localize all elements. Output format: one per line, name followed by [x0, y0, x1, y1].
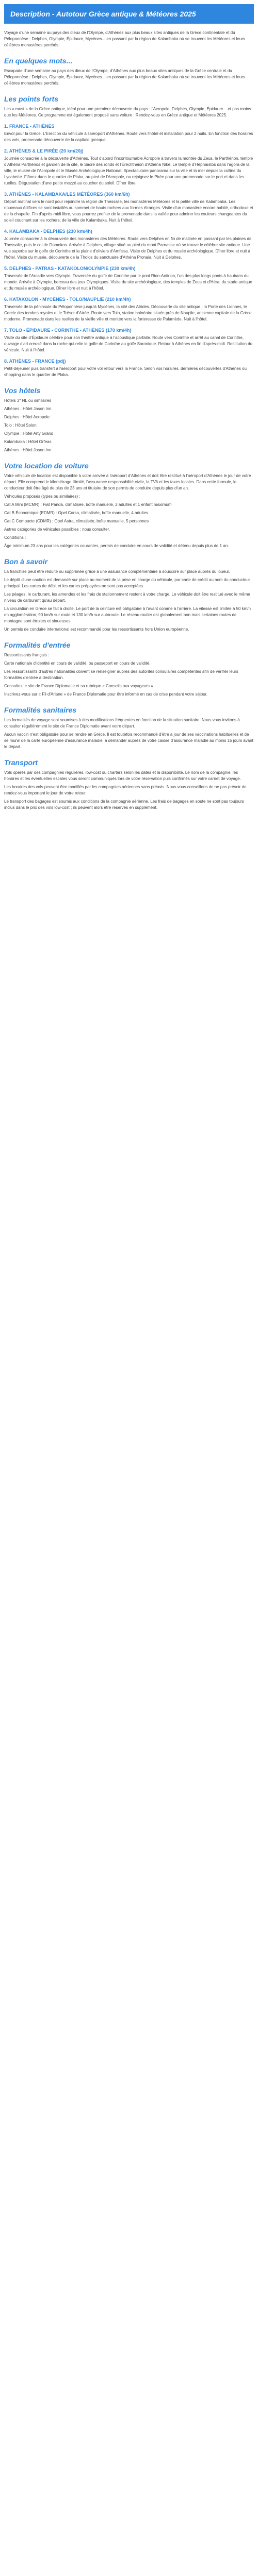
- formalites-paragraph: Les ressortissants d'autres nationalités doivent se renseigner auprès des autorités consulaires compétentes afin de vérifier leurs formalités d'entrée à destination.: [4, 669, 238, 680]
- bon-savoir-paragraph: Le dépôt d'une caution est demandé sur place au moment de la prise en charge du véhicule, par carte de crédit au nom du conducteur principal. Les cartes de débit et les cartes prépayées ne sont pas acceptées.: [4, 578, 250, 588]
- day-text-7: Visite du site d'Épidaure célèbre pour son théâtre antique à l'acoustique parfaite. Route vers Corinthe et arrêt au canal de Corinthe, ouvrage d'art creusé dans la roche qui relie le golfe de Corinthe au golfe Saronique. Retour à Athènes en fin d'après-midi. Restitution du véhicule. Nuit à l'hôtel.: [4, 335, 253, 352]
- day-text-8: Petit-déjeuner puis transfert à l'aéroport pour votre vol retour vers la France. Selon vos horaires, dernières découvertes d'Athènes ou shopping dans le quartier de Plaka.: [4, 366, 247, 377]
- location-paragraph: Âge minimum 23 ans pour les catégories courantes, permis de conduire en cours de validité et détenu depuis plus de 1 an.: [4, 544, 229, 548]
- day-text-6: Traversée de la péninsule du Péloponnèse jusqu'à Mycènes, la cité des Atrides. Découverte du site antique : la Porte des Lionnes, le Cercle des tombes royales et le Trésor d'Atrée. Route vers Tolo, station balnéaire située près de Nauplie, ancienne capitale de la Grèce moderne. Promenade dans les ruelles de la vieille ville et montée vers la forteresse de Palamède. Nuit à l'hôtel.: [4, 304, 252, 321]
- section-heading-location: Votre location de voiture: [4, 462, 89, 470]
- hotel-line: Delphes : Hôtel Acropole: [4, 415, 50, 419]
- location-paragraph: Cat B Économique (EDMR) : Opel Corsa, climatisée, boîte manuelle, 4 adultes: [4, 511, 148, 515]
- location-paragraph: Cat C Compacte (CDMR) : Opel Astra, climatisée, boîte manuelle, 5 personnes: [4, 519, 149, 523]
- location-paragraph: Autres catégories de véhicules possibles : nous consulter.: [4, 527, 110, 532]
- page-title: Description - Autotour Grèce antique & Météores 2025: [10, 10, 196, 18]
- day-title-3: 3. ATHÈNES - KALAMBAKA/LES MÉTÉORES (360 km/6h): [4, 192, 130, 197]
- quelques-mots-text: Escapade d'une semaine au pays des dieux de l'Olympe, d'Athènes aux plus beaux sites antiques de la Grèce centrale et du Péloponnèse : Delphes, Olympie, Épidaure, Mycènes... en passant par la région de Kalambaka où se trouvent les Météores et leurs célèbres monastères perchés.: [4, 69, 245, 86]
- location-paragraph: Votre véhicule de location est disponible à votre arrivée à l'aéroport d'Athènes et doit être restitué à l'aéroport d'Athènes le jour de votre départ. Elle comprend le kilométrage illimité, l'assurance responsabilité civile, la TVA et les taxes locales. Dans cette formule, le conducteur doit être âgé de plus de 23 ans et titulaire de son permis de conduire depuis plus d'un an.: [4, 473, 251, 490]
- bon-savoir-paragraph: Les péages, le carburant, les amendes et les frais de stationnement restent à votre charge. Le véhicule doit être restitué avec le même niveau de carburant qu'au départ.: [4, 592, 250, 603]
- formalites-paragraph: Consultez le site de France Diplomatie et sa rubrique « Conseils aux voyageurs ».: [4, 684, 154, 688]
- sante-paragraph: Les formalités de voyage sont soumises à des modifications fréquentes en fonction de la situation sanitaire. Nous vous invitons à consulter régulièrement le site de France Diplomatie avant votre départ.: [4, 718, 240, 728]
- hotel-line: Athènes : Hôtel Jason Inn: [4, 406, 52, 411]
- formalites-paragraph: Inscrivez-vous sur « Fil d'Ariane » de France Diplomatie pour être informé en cas de crise pendant votre séjour.: [4, 692, 208, 697]
- day-text-5: Traversée de l'Arcadie vers Olympie. Traversée du golfe de Corinthe par le pont Rion-Antirion, l'un des plus longs ponts à haubans du monde. Arrivée à Olympie, berceau des jeux Olympiques. Visite du site archéologique, des temples de Zeus et d'Héra, du stade antique et du musée archéologique. Dîner libre et nuit à l'hôtel.: [4, 274, 252, 291]
- day-text-1: Envol pour la Grèce. L'Erection du véhicule à l'aéroport d'Athènes. Route vers l'hôtel et installation pour 2 nuits. En fonction des horaires des vols, promenade découverte de la capitale grecque.: [4, 131, 253, 142]
- day-title-1: 1. FRANCE - ATHÈNES: [4, 124, 55, 129]
- day-text-4: Journée consacrée à la découverte des monastères des Météores. Route vers Delphes en fin de matinée en passant par les plaines de Thessalie, puis le col de Domokos. Arrivée à Delphes, village situé au pied du mont Parnasse où se trouve le célèbre site antique. Une vue superbe sur le golfe de Corinthe et la plaine d'oliviers d'Amfissa. Visite de Delphes et du musée archéologique. Dîner libre et nuit à l'hôtel. Visite du musée, découverte de la Tholos du sanctuaire d'Athéna Pronaia. Nuit à Delphes.: [4, 236, 252, 260]
- section-heading-quelques-mots: En quelques mots...: [4, 57, 73, 65]
- header-banner: [4, 4, 254, 24]
- bon-savoir-paragraph: Un permis de conduire international est recommandé pour les ressortissants hors Union européenne.: [4, 627, 189, 632]
- hotel-line: Hôtels 3* NL ou similaires: [4, 398, 52, 403]
- hotel-line: Kalambaka : Hôtel Orfeas: [4, 439, 52, 444]
- section-heading-hotels: Vos hôtels: [4, 386, 41, 395]
- location-paragraph: Véhicules proposés (types ou similaires) :: [4, 494, 80, 499]
- day-title-4: 4. KALAMBAKA - DELPHES (230 km/4h): [4, 229, 92, 234]
- sante-paragraph: Aucun vaccin n'est obligatoire pour se rendre en Grèce. Il est toutefois recommandé d'être à jour de ses vaccinations habituelles et de se munir de la carte européenne d'assurance maladie, à demander auprès de votre caisse d'assurance maladie au moins 15 jours avant le départ.: [4, 732, 253, 749]
- day-title-5: 5. DELPHES - PATRAS - KATAKOLON/OLYMPIE (230 km/4h): [4, 266, 136, 271]
- section-heading-bon-savoir: Bon à savoir: [4, 557, 48, 566]
- transport-paragraph: Les horaires des vols peuvent être modifiés par les compagnies aériennes sans préavis. Nous vous conseillons de ne pas prévoir de rendez-vous important le jour de votre retour.: [4, 785, 247, 795]
- hotel-line: Athènes : Hôtel Jason Inn: [4, 448, 52, 452]
- bon-savoir-paragraph: La franchise peut être réduite ou supprimée grâce à une assurance complémentaire à souscrire sur place auprès du loueur.: [4, 569, 230, 574]
- transport-paragraph: Vols opérés par des compagnies régulières, low-cost ou charters selon les dates et la disponibilité. Le nom de la compagnie, les horaires et les éventuelles escales vous seront communiqués lors de votre réservation puis confirmés sur votre carnet de voyage.: [4, 770, 241, 781]
- day-title-7: 7. TOLO - ÉPIDAURE - CORINTHE - ATHÈNES (170 km/4h): [4, 328, 132, 333]
- section-heading-sante: Formalités sanitaires: [4, 706, 77, 714]
- hotel-line: Olympie : Hôtel Arty Grand: [4, 431, 54, 436]
- location-paragraph: Conditions :: [4, 535, 26, 540]
- day-title-8: 8. ATHÈNES - FRANCE (pdj): [4, 359, 66, 364]
- formalites-paragraph: Ressortissants français :: [4, 653, 50, 657]
- intro-text: Voyage d'une semaine au pays des dieux de l'Olympe, d'Athènes aux plus beaux sites antiques de la Grèce continentale et du Péloponnèse : Delphes, Olympie, Épidaure, Mycènes... en passant par la région de Kalambaka où se trouvent les Météores et leurs célèbres monastères perchés.: [4, 30, 245, 47]
- section-heading-formalites: Formalités d'entrée: [4, 641, 71, 649]
- points-forts-text: Les « must » de la Grèce antique, idéal pour une première découverte du pays : l'Acropole, Delphes, Olympie, Épidaure... et pas moins que les Météores. Ce programme est également proposé sans voiture : Rendez-vous en Grèce antique et Météores 2025.: [4, 107, 251, 117]
- bon-savoir-paragraph: La circulation en Grèce se fait à droite. Le port de la ceinture est obligatoire à l'avant comme à l'arrière. La vitesse est limitée à 50 km/h en agglomération, 90 km/h sur route et 130 km/h sur autoroute. Le réseau routier est globalement bon mais certaines routes de montagne sont étroites et sinueuses.: [4, 606, 251, 623]
- day-title-6: 6. KATAKOLON - MYCÈNES - TOLO/NAUPLIE (210 km/4h): [4, 297, 131, 302]
- location-paragraph: Cat A Mini (MCMR) : Fiat Panda, climatisée, boîte manuelle, 2 adultes et 1 enfant maximum: [4, 502, 172, 507]
- transport-paragraph: Le transport des bagages est soumis aux conditions de la compagnie aérienne. Les frais de bagages en soute ne sont pas toujours inclus dans le prix des vols low-cost ; ils peuvent alors être réservés en supplément.: [4, 799, 244, 810]
- day-text-3: Départ matinal vers le nord pour rejoindre la région de Thessalie, les monastères Météores et la petite ville de Kalambaka. Les nouveaux édifices se sont installés au sommet de hauts rochers aux formes étranges. Visite d'un monastère encore habité, orthodoxe et de la chapelle. Fin d'après-midi libre, vous pourrez profiter de la promenade dans la vallée pour admirer les couleurs changeantes du soleil couchant sur les rochers, de la ville de Kalambaka. Nuit à l'hôtel.: [4, 199, 253, 223]
- section-heading-points-forts: Les points forts: [4, 95, 59, 103]
- formalites-paragraph: Carte nationale d'identité en cours de validité, ou passeport en cours de validité.: [4, 661, 151, 666]
- day-text-2: Journée consacrée à la découverte d'Athènes. Tout d'abord l'incontournable Acropole à travers la montée du Zeus, le Parthénon, temple d'Athéna Parthénos et gardien de la cité, le Sacre des ronds et l'Érechthéion d'Athéna Niké. Le temple d'Héphaïstos dans l'agora de la ville, le musée de l'Acropole et le Musée Archéologique National. Spectaculaire panorama sur la ville et la mer depuis la colline du Lycabette. Flânez dans le quartier de Plaka, au pied de l'Acropole, ou rejoignez le Pirée pour une promenade sur le port et dans les ruelles. Dégustation d'une petite mezzé au coucher du soleil. Dîner libre.: [4, 156, 253, 185]
- main-content: [0, 24, 258, 811]
- section-heading-transport: Transport: [4, 758, 38, 767]
- day-title-2: 2. ATHÈNES & LE PIRÉE (20 km/20j): [4, 148, 84, 154]
- hotel-line: Tolo : Hôtel Solon: [4, 423, 37, 428]
